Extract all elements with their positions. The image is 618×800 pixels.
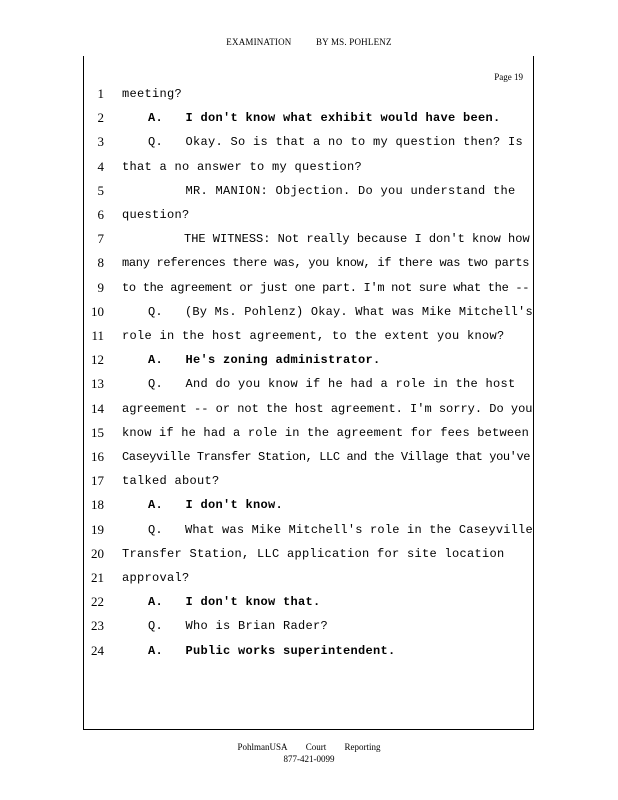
page-number: Page 19 <box>494 72 523 82</box>
transcript-line <box>0 641 618 663</box>
line-number: 4 <box>97 158 104 174</box>
transcript-line <box>0 326 618 348</box>
line-number: 22 <box>91 594 104 610</box>
transcript-line <box>0 108 618 130</box>
line-number: 9 <box>97 279 104 295</box>
line-text: Q. What was Mike Mitchell's role in the Caseyville <box>148 522 533 537</box>
transcript-line <box>0 157 618 179</box>
line-number: 24 <box>91 642 104 658</box>
transcript-line <box>0 229 618 251</box>
line-number: 16 <box>91 449 104 464</box>
line-number: 2 <box>97 110 104 126</box>
line-number: 17 <box>91 473 104 489</box>
transcript-line <box>0 181 618 203</box>
line-text: A. I don't know that. <box>148 595 321 610</box>
line-text: talked about? <box>122 474 220 489</box>
line-text: Q. Okay. So is that a no to my question then? Is <box>148 135 524 150</box>
line-text: question? <box>122 208 190 222</box>
transcript-line <box>0 132 618 154</box>
line-number: 14 <box>91 400 104 416</box>
line-number: 10 <box>91 303 104 319</box>
line-text: Transfer Station, LLC application for site location <box>122 546 505 561</box>
header-section: EXAMINATION <box>226 37 292 47</box>
footer-phone: 877-421-0099 <box>283 754 335 764</box>
line-text: A. He's zoning administrator. <box>148 353 381 368</box>
line-number: 1 <box>97 86 104 101</box>
footer-court: Court <box>305 742 327 752</box>
line-text: approval? <box>122 571 190 585</box>
line-number: 5 <box>97 182 104 198</box>
line-number: 7 <box>97 231 104 247</box>
line-number: 19 <box>91 521 104 537</box>
line-number: 8 <box>97 255 104 271</box>
transcript-line <box>0 302 618 324</box>
line-number: 13 <box>91 376 104 392</box>
line-number: 15 <box>91 424 104 440</box>
transcript-line <box>0 399 618 421</box>
header-examiner: BY MS. POHLENZ <box>315 37 392 47</box>
line-text: MR. MANION: Objection. Do you understand the <box>148 183 516 198</box>
transcript-line <box>0 568 618 590</box>
transcript-line <box>0 616 618 638</box>
line-text: meeting? <box>122 87 183 101</box>
line-text: Q. And do you know if he had a role in the host <box>148 377 516 392</box>
line-number: 21 <box>91 570 104 585</box>
transcript-line <box>0 544 618 566</box>
line-text: know if he had a role in the agreement for fees between <box>122 425 530 440</box>
page-header <box>0 37 618 47</box>
line-text: A. I don't know. <box>148 498 284 513</box>
transcript-line <box>0 205 618 227</box>
line-number: 3 <box>97 134 104 150</box>
line-text: many references there was, you know, if there was two parts <box>122 256 530 271</box>
line-text: A. I don't know what exhibit would have been. <box>148 111 501 126</box>
transcript-line <box>0 84 618 106</box>
transcript-line <box>0 447 618 469</box>
line-text: role in the host agreement, to the extent you know? <box>122 329 505 343</box>
transcript-line <box>0 278 618 300</box>
transcript-line <box>0 253 618 275</box>
line-text: Q. (By Ms. Pohlenz) Okay. What was Mike Mitchell's <box>148 304 533 319</box>
line-text: A. Public works superintendent. <box>148 643 396 658</box>
line-text: Q. Who is Brian Rader? <box>148 619 329 634</box>
line-text: agreement -- or not the host agreement. I'm sorry. Do you <box>122 401 533 416</box>
line-text: THE WITNESS: Not really because I don't know how <box>148 232 530 247</box>
transcript-line <box>0 592 618 614</box>
line-number: 12 <box>91 352 104 368</box>
line-number: 20 <box>91 545 104 561</box>
transcript-line <box>0 423 618 445</box>
footer-company: PohlmanUSA <box>237 742 288 752</box>
transcript-line <box>0 350 618 372</box>
line-number: 11 <box>91 328 104 343</box>
line-text: Caseyville Transfer Station, LLC and the Village that you've <box>122 450 531 464</box>
transcript-line <box>0 374 618 396</box>
line-text: that a no answer to my question? <box>122 159 363 174</box>
page-footer <box>0 741 618 765</box>
transcript-line <box>0 520 618 542</box>
line-text: to the agreement or just one part. I'm not sure what the -- <box>122 280 530 295</box>
transcript-line <box>0 495 618 517</box>
line-number: 23 <box>91 618 104 634</box>
line-number: 18 <box>91 497 104 513</box>
line-number: 6 <box>97 207 104 222</box>
transcript-line <box>0 471 618 493</box>
footer-reporting: Reporting <box>344 742 381 752</box>
